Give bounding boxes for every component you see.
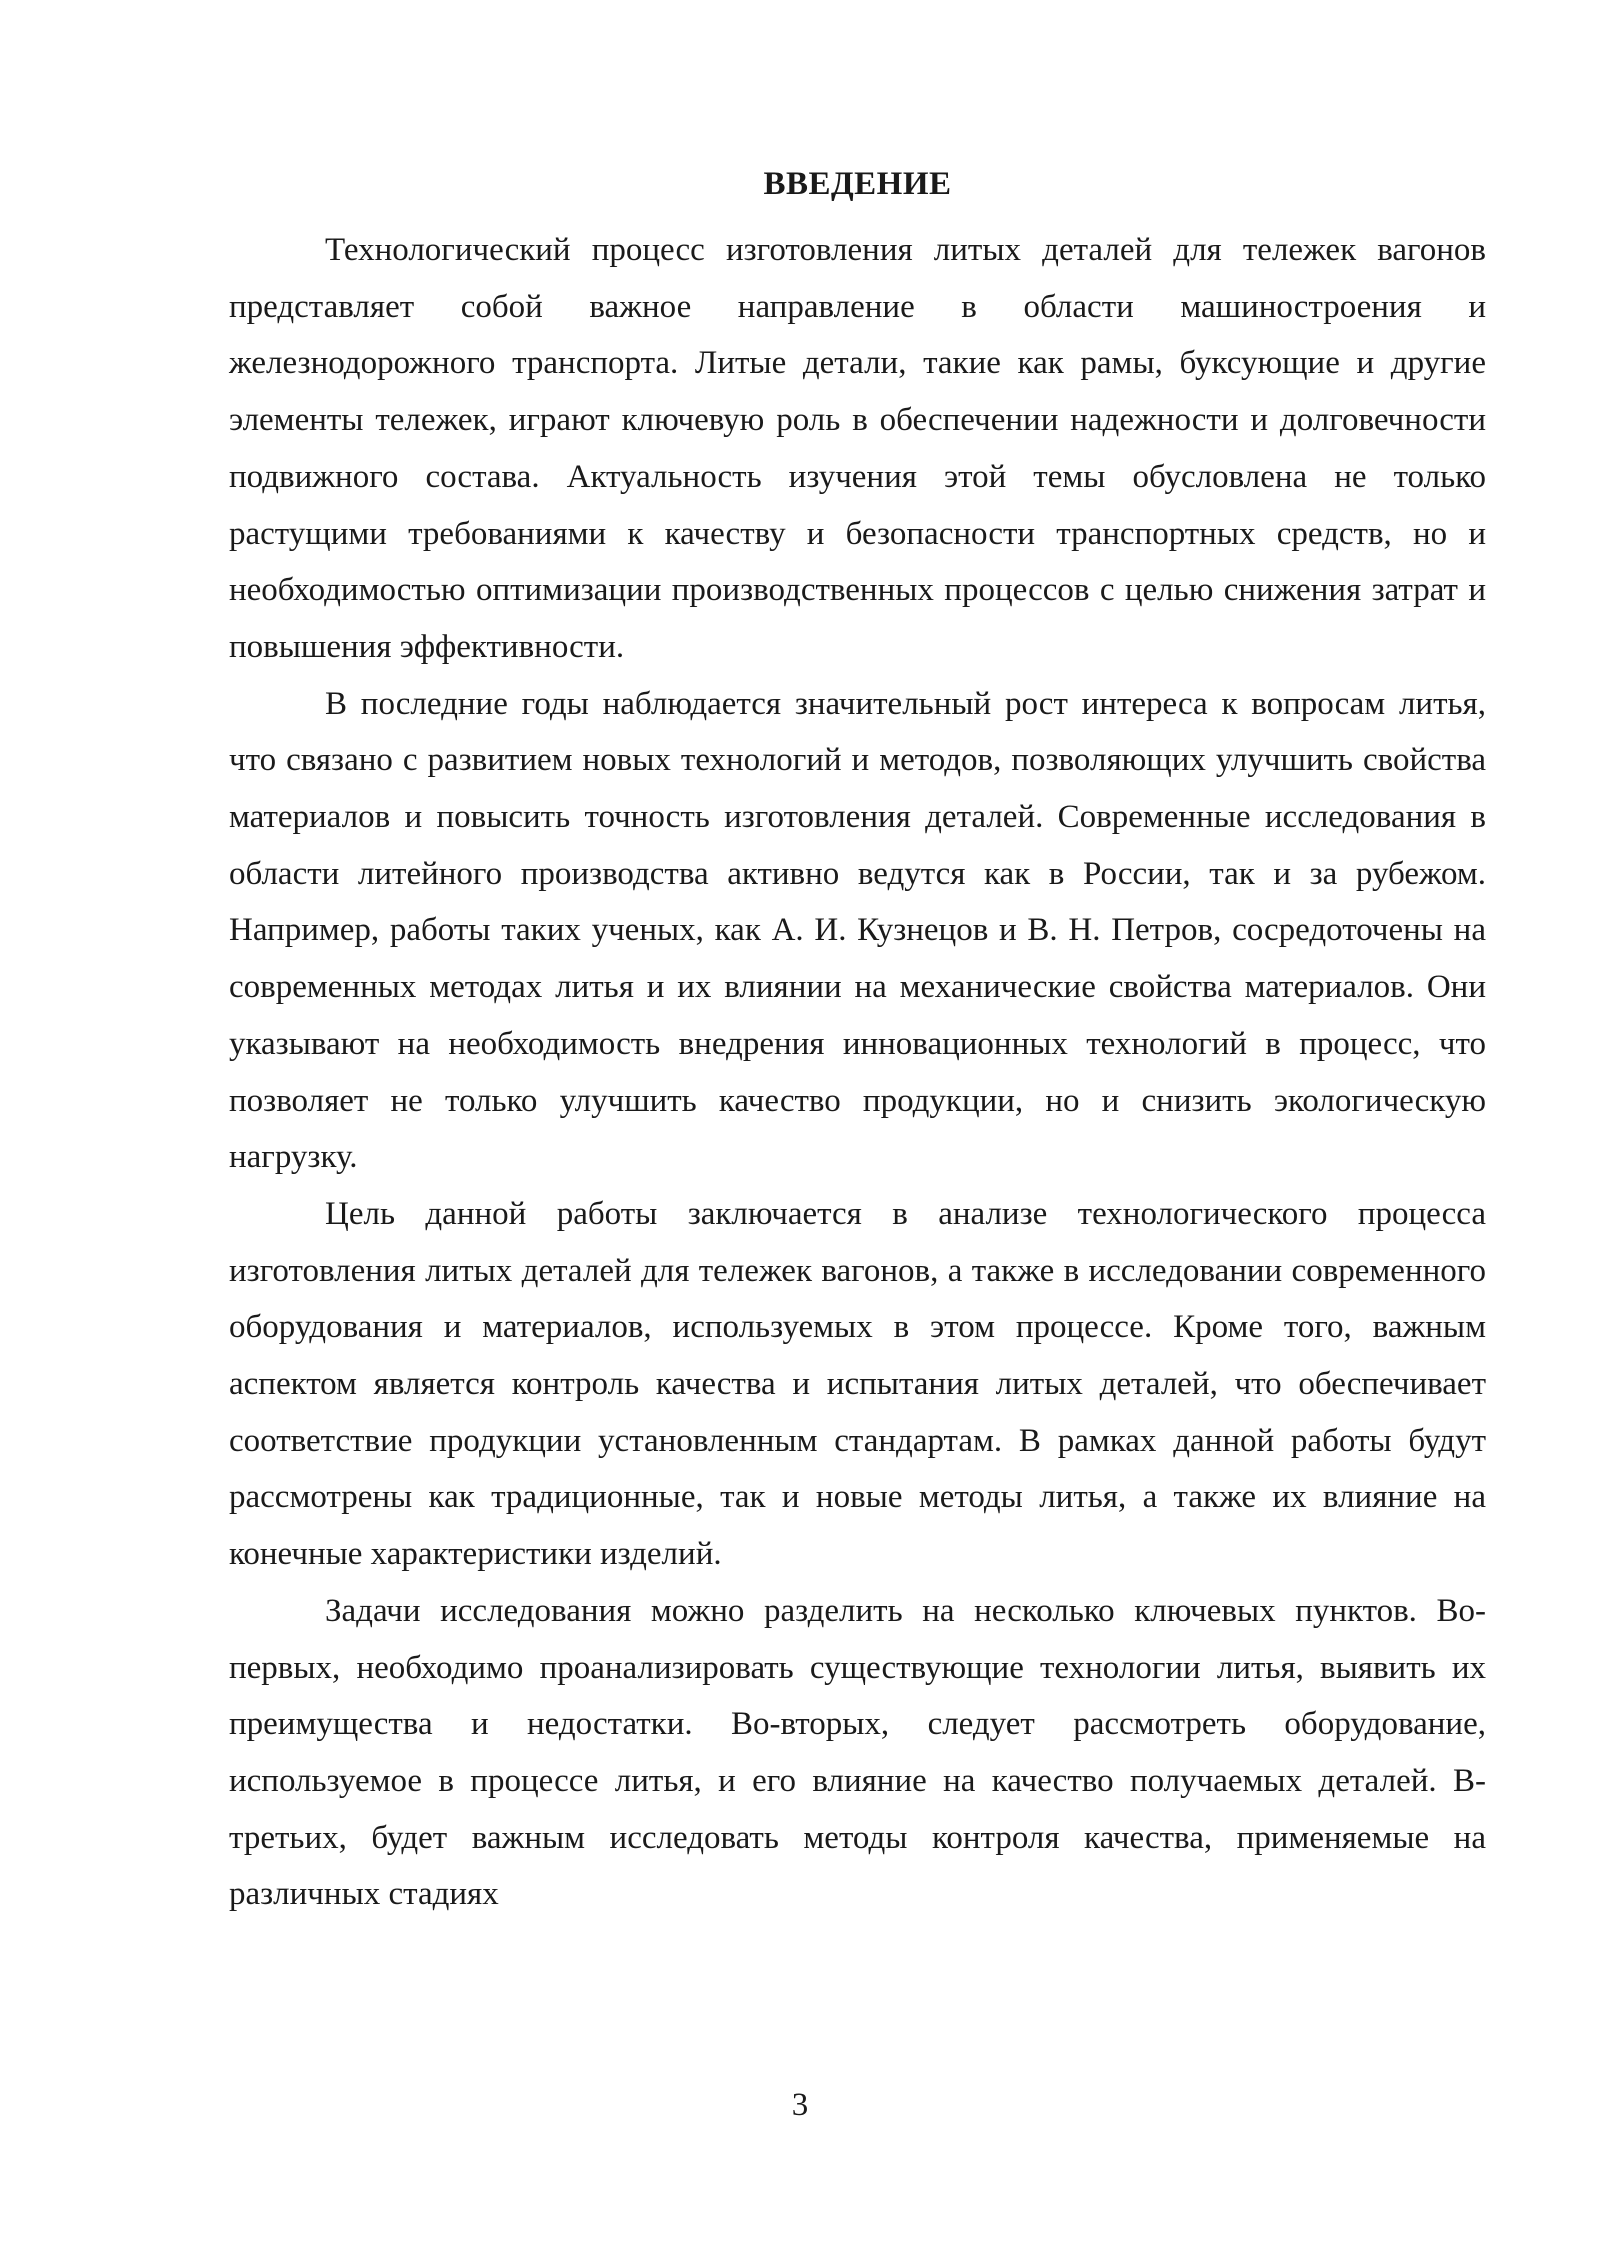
- page-body: [229, 160, 1486, 1923]
- paragraph-1: Технологический процесс изготовления литых деталей для тележек вагонов представляет собой важное направление в области машиностроения и железнодорожного транспорта. Литые детали, такие как рамы, буксующие и другие элементы тележек, играют ключевую роль в обеспечении надежности и долговечности подвижного состава. Актуальность изучения этой темы обусловлена не только растущими требованиями к качеству и безопасности транспортных средств, но и необходимостью оптимизации производственных процессов с целью снижения затрат и повышения эффективности.: [229, 232, 1486, 665]
- section-heading: ВВЕДЕНИЕ: [763, 166, 952, 202]
- paragraph-2: В последние годы наблюдается значительный рост интереса к вопросам литья, что связано с развитием новых технологий и методов, позволяющих улучшить свойства материалов и повысить точность изготовления деталей. Современные исследования в области литейного производства активно ведутся как в России, так и за рубежом. Например, работы таких ученых, как А. И. Кузнецов и В. Н. Петров, сосредоточены на современных методах литья и их влиянии на механические свойства материалов. Они указывают на необходимость внедрения инновационных технологий в процесс, что позволяет не только улучшить качество продукции, но и снизить экологическую нагрузку.: [229, 685, 1486, 1176]
- paragraph-4: Задачи исследования можно разделить на несколько ключевых пунктов. Во-первых, необходимо проанализировать существующие технологии литья, выявить их преимущества и недостатки. Во-вторых, следует рассмотреть оборудование, используемое в процессе литья, и его влияние на качество получаемых деталей. В-третьих, будет важным исследовать методы контроля качества, применяемые на различных стадиях: [229, 1592, 1486, 1913]
- page-number: 3: [791, 2087, 809, 2123]
- paragraph-3: Цель данной работы заключается в анализе технологического процесса изготовления литых деталей для тележек вагонов, а также в исследовании современного оборудования и материалов, используемых в этом процессе. Кроме того, важным аспектом является контроль качества и испытания литых деталей, что обеспечивает соответствие продукции установленным стандартам. В рамках данной работы будут рассмотрены как традиционные, так и новые методы литья, а также их влияние на конечные характеристики изделий.: [229, 1195, 1486, 1573]
